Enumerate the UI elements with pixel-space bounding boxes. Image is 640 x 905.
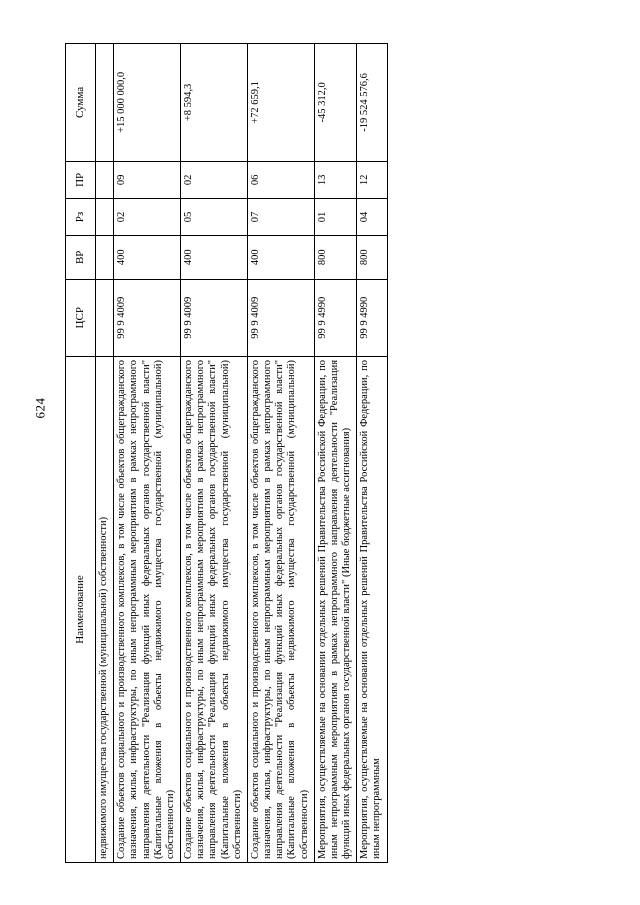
table-row [96, 43, 114, 862]
column-header-sum: Сумма [66, 43, 96, 161]
table-row [114, 43, 181, 862]
cell-name: Создание объектов социального и производственного комплексов, в том числе объектов общегражданского назначения, жилья, инфраструктуры, по иным непрограммным мероприятиям в рамках непрограммного направления деятельности "Реализация функций иных федеральных органов государственной власти" (Капитальные вложения в объекты недвижимого имущества государственной (муниципальной) собственности) [181, 356, 248, 862]
cell-rz: 04 [357, 198, 387, 235]
column-header-csr: ЦСР [66, 279, 96, 356]
cell-csr: 99 9 4009 [114, 279, 181, 356]
cell-name: Создание объектов социального и производственного комплексов, в том числе объектов общегражданского назначения, жилья, инфраструктуры, по иным непрограммным мероприятиям в рамках непрограммного направления деятельности "Реализация функций иных федеральных органов государственной власти" (Капитальные вложения в объекты недвижимого имущества государственной (муниципальной) собственности) [247, 356, 314, 862]
cell-rz [96, 198, 114, 235]
cell-sum: -45 312,0 [314, 43, 357, 161]
table-header [66, 43, 96, 862]
column-header-rz: Рз [66, 198, 96, 235]
cell-name: Мероприятия, осуществляемые на основании отдельных решений Правительства Российской Федерации, по иным непрограммным мероприятиям в рамках непрограммного направления деятельности "Реализация функций иных федеральных органов государственной власти" (Иные бюджетные ассигнования) [314, 356, 357, 862]
column-header-vr: ВР [66, 235, 96, 278]
cell-vr: 400 [247, 235, 314, 278]
budget-table [65, 43, 388, 863]
cell-rz: 02 [114, 198, 181, 235]
cell-rz: 01 [314, 198, 357, 235]
cell-sum [96, 43, 114, 161]
cell-name: Создание объектов социального и производственного комплексов, в том числе объектов общегражданского назначения, жилья, инфраструктуры, по иным непрограммным мероприятиям в рамках непрограммного направления деятельности "Реализация функций иных федеральных органов государственной власти" (Капитальные вложения в объекты недвижимого имущества государственной (муниципальной) собственности) [114, 356, 181, 862]
table-row [314, 43, 357, 862]
cell-pr [96, 161, 114, 198]
cell-vr: 400 [181, 235, 248, 278]
cell-csr [96, 279, 114, 356]
cell-vr [96, 235, 114, 278]
table-row [357, 43, 387, 862]
cell-pr: 02 [181, 161, 248, 198]
table-header-row [66, 43, 96, 862]
cell-vr: 800 [314, 235, 357, 278]
cell-sum: +8 594,3 [181, 43, 248, 161]
cell-sum: +72 659,1 [247, 43, 314, 161]
cell-name: недвижимого имущества государственной (муниципальной) собственности) [96, 356, 114, 862]
cell-name: Мероприятия, осуществляемые на основании отдельных решений Правительства Российской Федерации, по иным непрограммным [357, 356, 387, 862]
cell-csr: 99 9 4009 [181, 279, 248, 356]
cell-pr: 12 [357, 161, 387, 198]
page-number: 624 [32, 397, 48, 419]
cell-sum: -19 524 576,6 [357, 43, 387, 161]
table-row [181, 43, 248, 862]
cell-vr: 800 [357, 235, 387, 278]
column-header-pr: ПР [66, 161, 96, 198]
cell-pr: 06 [247, 161, 314, 198]
cell-pr: 13 [314, 161, 357, 198]
cell-csr: 99 9 4009 [247, 279, 314, 356]
cell-rz: 05 [181, 198, 248, 235]
cell-csr: 99 9 4990 [357, 279, 387, 356]
table-body [96, 43, 388, 862]
cell-csr: 99 9 4990 [314, 279, 357, 356]
cell-vr: 400 [114, 235, 181, 278]
column-header-name: Наименование [66, 356, 96, 862]
table-row [247, 43, 314, 862]
cell-sum: +15 000 000,0 [114, 43, 181, 161]
cell-rz: 07 [247, 198, 314, 235]
rotated-page-content [65, 43, 575, 863]
cell-pr: 09 [114, 161, 181, 198]
